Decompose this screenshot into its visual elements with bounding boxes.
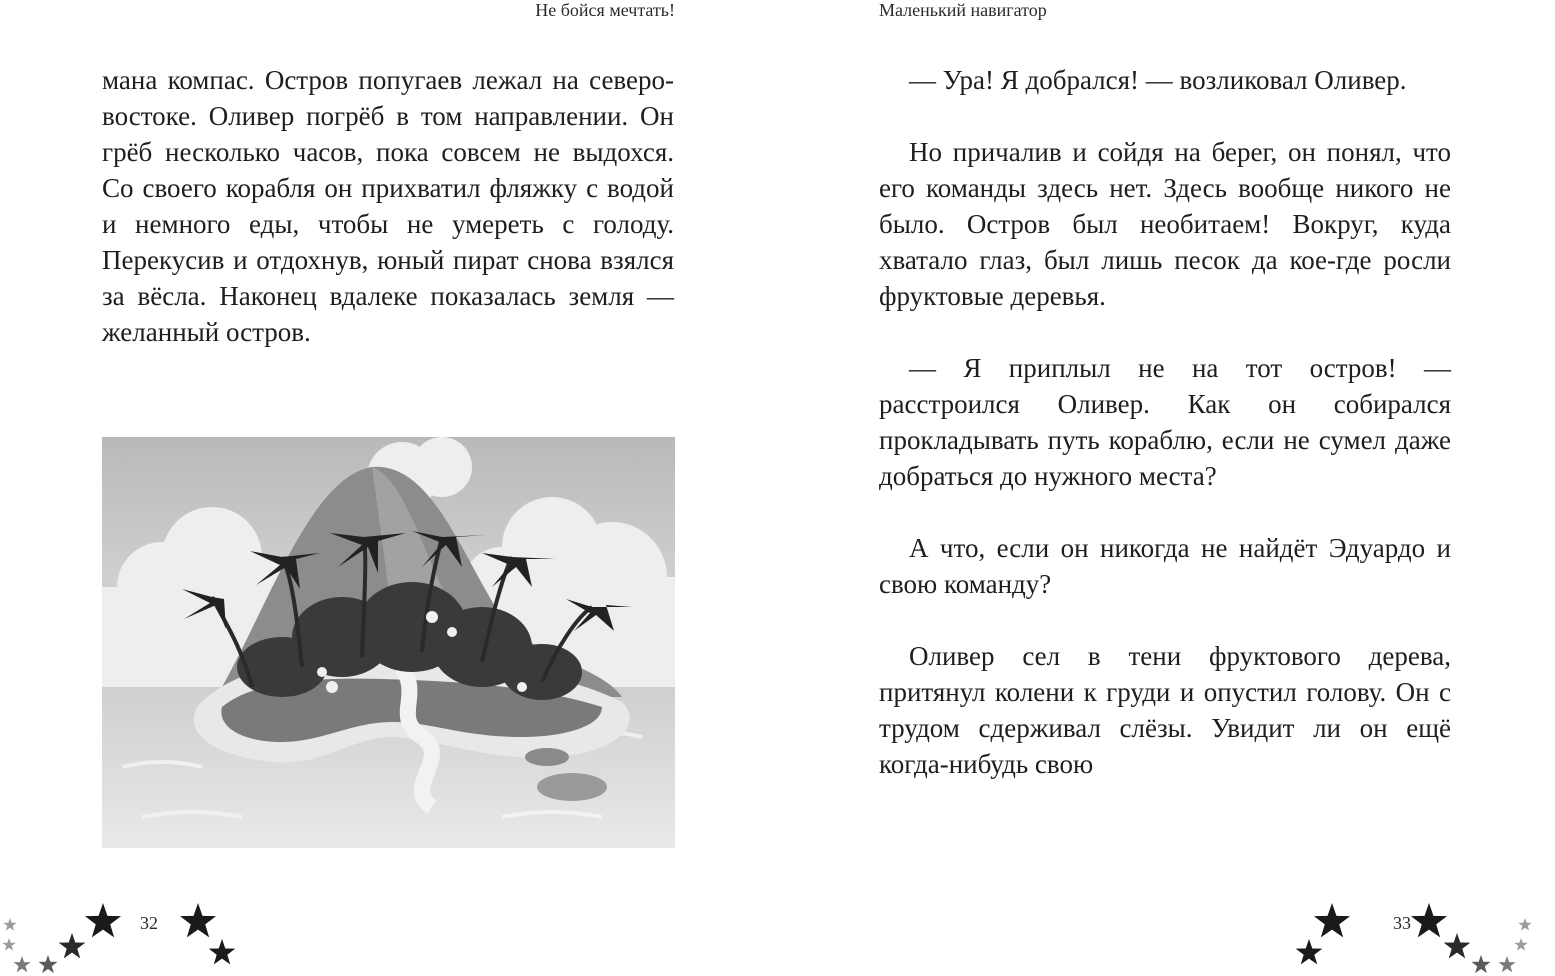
right-paragraph-3: — Я приплыл не на тот остров! — расстроился Оливер. Как он собирался прокладывать путь кораблю, если не сумел даже добраться до нужного места?: [879, 353, 1451, 491]
left-page: [0, 0, 777, 976]
left-page-number: 32: [140, 913, 158, 933]
tropical-island-icon: [102, 437, 675, 848]
right-page: [777, 0, 1555, 976]
right-paragraph-5: Оливер сел в тени фруктового дерева, притянул колени к груди и опустил голову. Он с трудом сдерживал слёзы. Увидит ли он ещё когда-нибудь свою: [879, 641, 1451, 779]
right-star-ornament: [1295, 895, 1555, 976]
right-running-head: Маленький навигатор: [879, 0, 1047, 20]
island-illustration: [102, 437, 675, 848]
left-running-head: Не бойся мечтать!: [535, 0, 675, 20]
stars-icon: [0, 895, 260, 976]
stars-icon: [1295, 895, 1555, 976]
right-paragraph-4: А что, если он никогда не найдёт Эдуардо и свою команду?: [879, 533, 1451, 599]
right-page-number: 33: [1393, 913, 1411, 933]
left-text-block: [102, 62, 674, 350]
right-paragraph-1: — Ура! Я добрался! — возликовал Оливер.: [909, 65, 1407, 95]
left-paragraph-1: мана компас. Остров попугаев лежал на северо-востоке. Оливер погрёб в том направлении. Он грёб несколько часов, пока совсем не выдохся. Со своего корабля он прихватил фляжку с водой и немного еды, чтобы не умереть с голоду. Перекусив и отдохнув, юный пират снова взялся за вёсла. Наконец вдалеке показалась земля — желанный остров.: [102, 65, 674, 347]
right-text-block: [879, 62, 1451, 782]
left-star-ornament: [0, 895, 260, 976]
right-paragraph-2: Но причалив и сойдя на берег, он понял, что его команды здесь нет. Здесь вообще никого не было. Остров был необитаем! Вокруг, куда хватало глаз, был лишь песок да кое-где росли фруктовые деревья.: [879, 137, 1451, 311]
